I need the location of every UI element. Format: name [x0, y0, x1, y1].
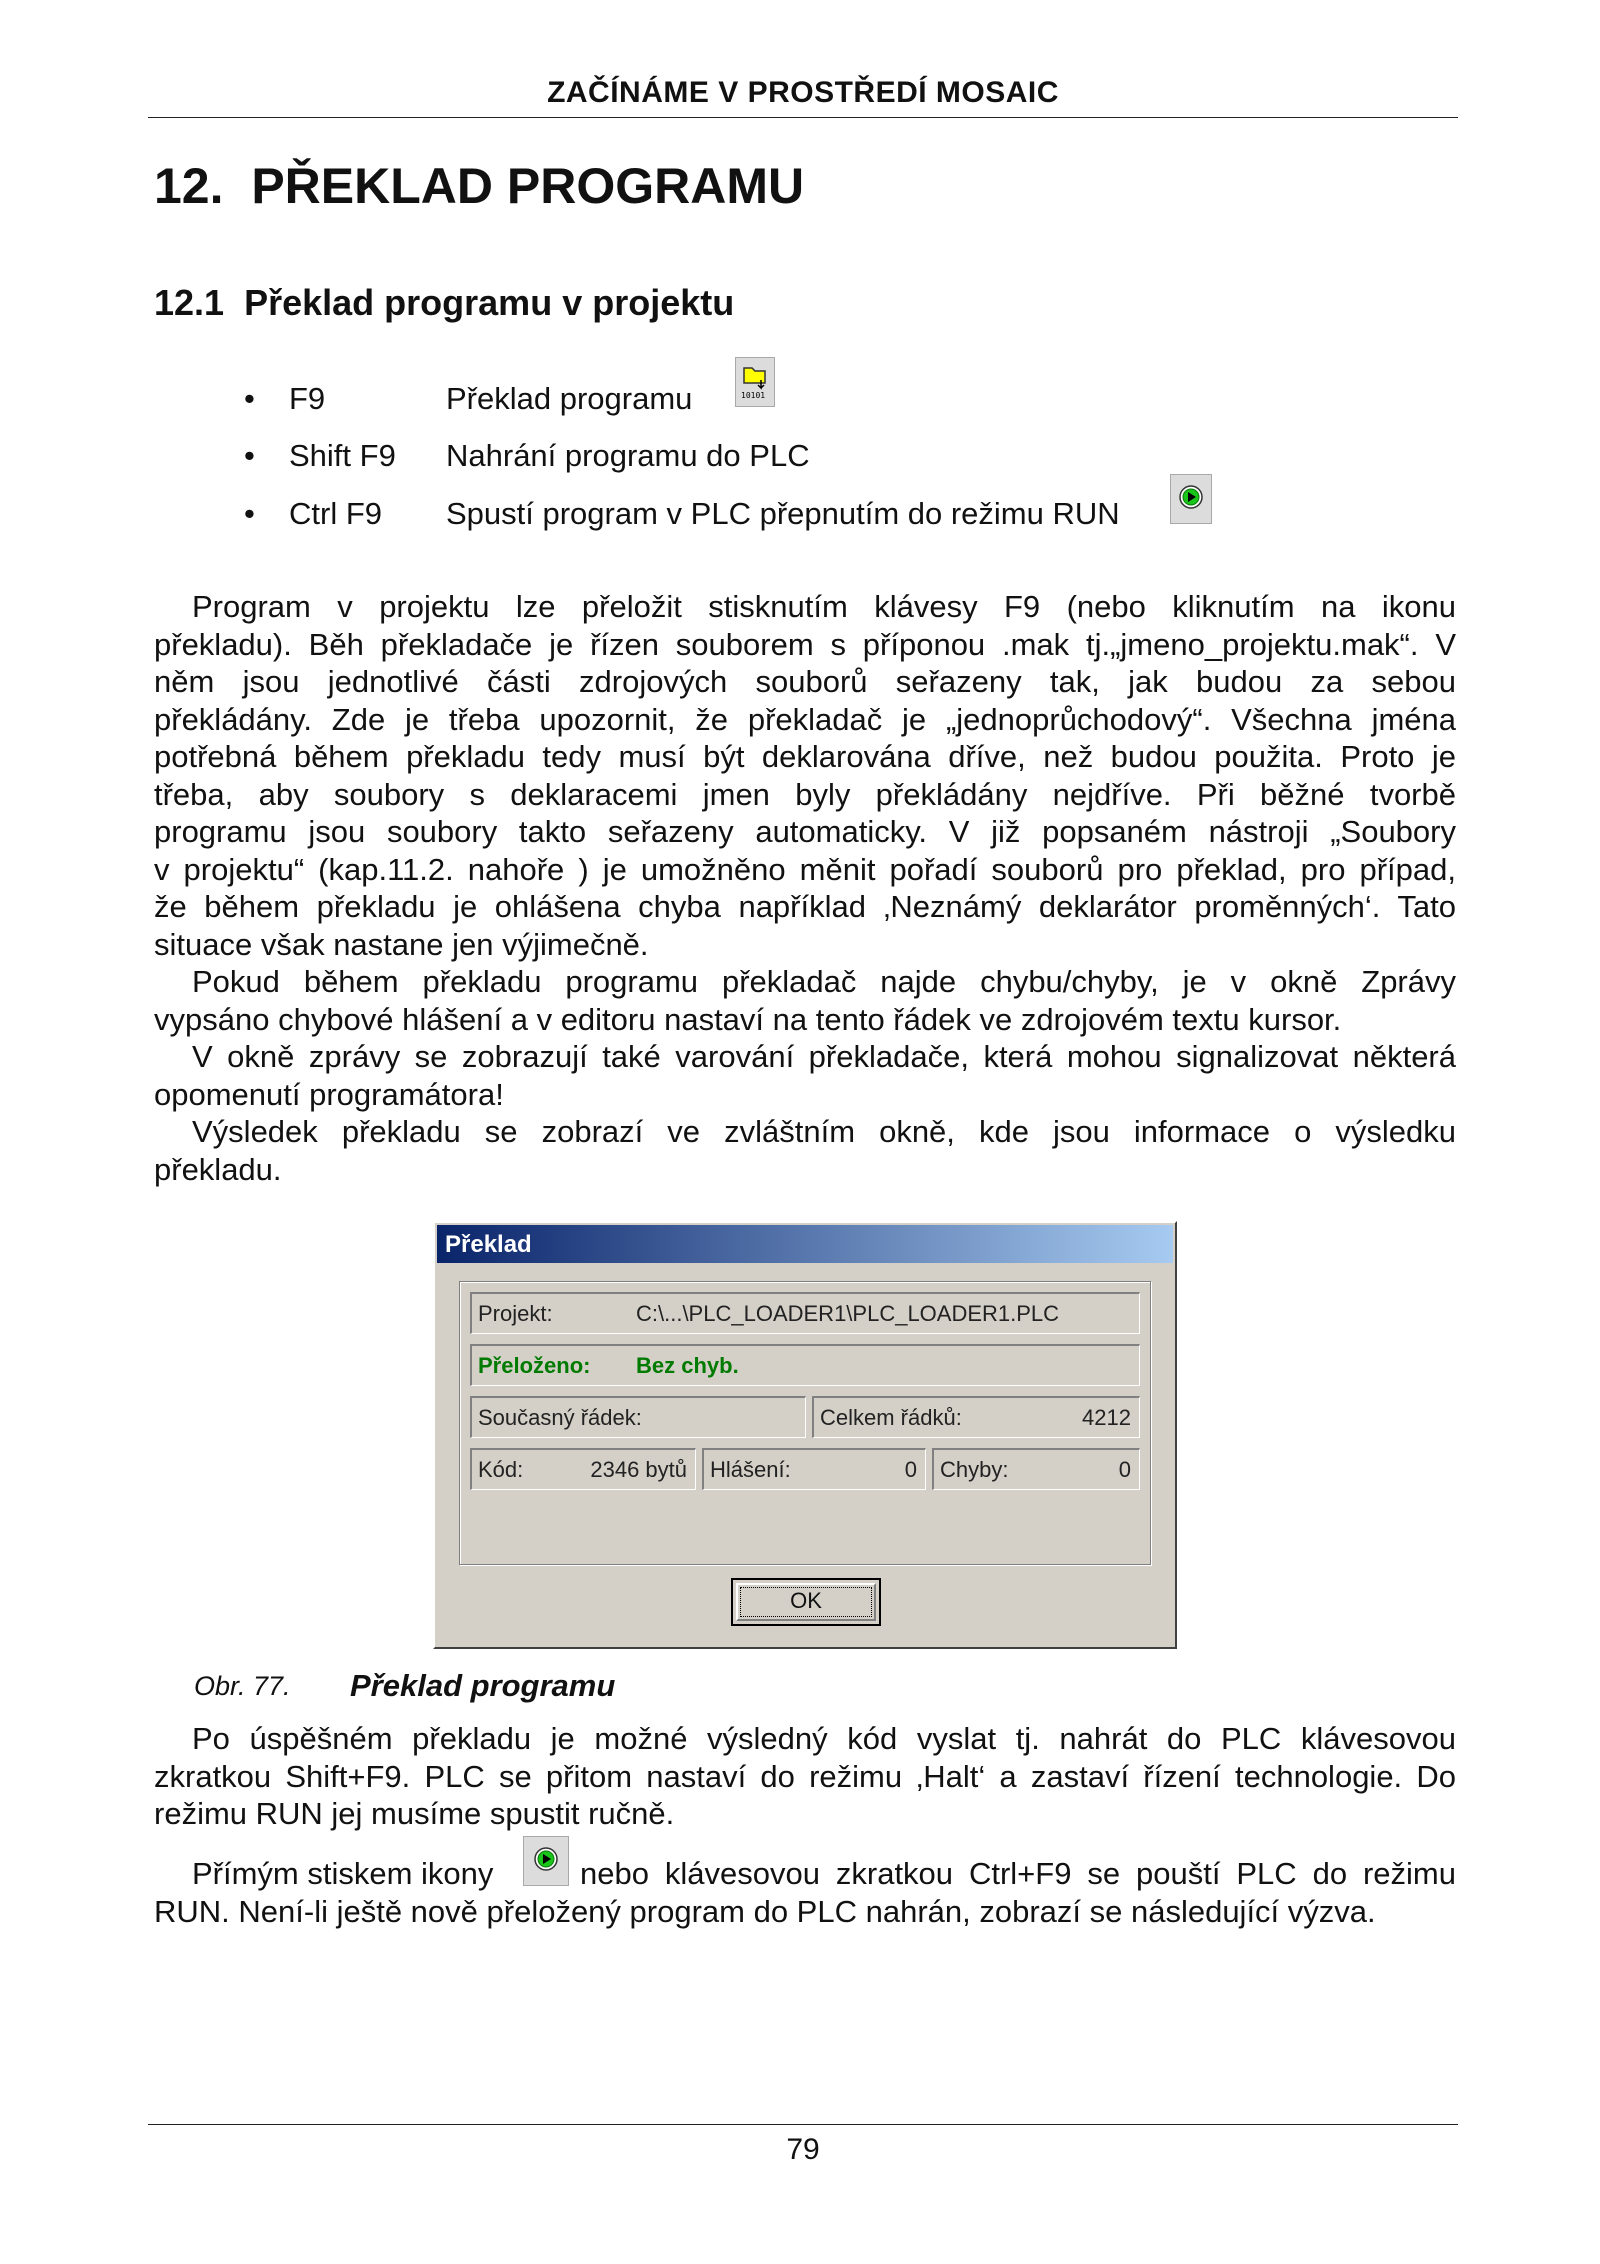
project-label: Projekt: — [478, 1301, 553, 1326]
running-header: ZAČÍNÁME V PROSTŘEDÍ MOSAIC — [547, 76, 1059, 109]
status-field — [470, 1344, 1140, 1386]
dialog-titlebar[interactable] — [437, 1225, 1173, 1263]
figure-number: Obr. 77. — [194, 1671, 291, 1701]
text-line: třeba, aby soubory s deklaracemi jmen byly překládány nejdříve. Při běžné tvorbě — [154, 776, 1456, 812]
shortcut-key: F9 — [289, 381, 326, 416]
messages-label: Hlášení: — [710, 1457, 791, 1482]
final-line-1-end: nebo klávesovou zkratkou Ctrl+F9 se pouští PLC do režimu — [580, 1856, 1456, 1891]
text-line: překladu. — [154, 1151, 282, 1187]
text-line: potřebná během překladu tedy musí být deklarována dříve, než budou použita. Proto je — [154, 739, 1456, 774]
text-line: Program v projektu lze přeložit stisknutím klávesy F9 (nebo kliknutím na ikonu — [192, 589, 1456, 624]
text-line: překládány. Zde je třeba upozornit, že překladač je „jednoprůchodový“. Všechna jména — [154, 701, 1456, 737]
current-line-field — [470, 1396, 806, 1438]
final-line-1-start: Přímým stiskem ikony — [192, 1856, 494, 1891]
status-value: Bez chyb. — [636, 1353, 739, 1378]
total-lines-field — [812, 1396, 1140, 1438]
final-line-2: RUN. Není-li ještě nově přeložený program do PLC nahrán, zobrazí se následující výzva. — [154, 1894, 1376, 1929]
text-line: Výsledek překladu se zobrazí ve zvláštním okně, kde jsou informace o výsledku — [192, 1114, 1456, 1149]
run-icon[interactable] — [523, 1836, 569, 1886]
header-rule — [148, 117, 1458, 118]
text-line: v projektu“ (kap.11.2. nahoře ) je umožněno měnit pořadí souborů pro překlad, pro případ, — [154, 851, 1456, 887]
messages-value: 0 — [904, 1457, 917, 1482]
messages-field — [702, 1448, 926, 1490]
shortcut-description: Nahrání programu do PLC — [446, 438, 810, 473]
run-icon[interactable] — [1170, 474, 1212, 524]
text-line: situace však nastane jen výjimečně. — [154, 926, 649, 962]
shortcut-key: Ctrl F9 — [289, 496, 382, 531]
text-line: režimu RUN jej musíme spustit ručně. — [154, 1796, 675, 1831]
text-line: vypsáno chybové hlášení a v editoru nastaví na tento řádek ve zdrojovém textu kursor. — [154, 1001, 1342, 1037]
text-line: programu jsou soubory takto seřazeny automaticky. V již popsaném nástroji „Soubory — [154, 814, 1456, 849]
code-label: Kód: — [478, 1457, 524, 1482]
section-number: 12.1 — [154, 282, 225, 323]
text-line: překladu). Běh překladače je řízen souborem s příponou .mak tj.„jmeno_projektu.mak“. V — [154, 626, 1456, 662]
text-line: V okně zprávy se zobrazují také varování překladače, která mohou signalizovat některá — [192, 1039, 1456, 1074]
project-value: C:\...\PLC_LOADER1\PLC_LOADER1.PLC — [636, 1301, 1060, 1326]
compile-icon[interactable] — [735, 357, 775, 407]
shortcut-description: Spustí program v PLC přepnutím do režimu RUN — [446, 496, 1120, 531]
text-line: zkratkou Shift+F9. PLC se přitom nastaví do režimu ‚Halt‘ a zastaví řízení technologie. Do — [154, 1758, 1456, 1794]
shortcut-key: Shift F9 — [289, 438, 396, 473]
bullet: • — [244, 381, 255, 416]
bullet: • — [244, 438, 255, 473]
total-lines-value: 4212 — [1082, 1405, 1131, 1430]
status-label: Přeloženo: — [478, 1353, 591, 1378]
body-text — [154, 588, 1456, 1188]
project-field — [470, 1292, 1140, 1334]
errors-value: 0 — [1118, 1457, 1131, 1482]
total-lines-label: Celkem řádků: — [820, 1405, 962, 1430]
shortcut-description: Překlad programu — [446, 381, 693, 416]
figure-caption: Překlad programu — [350, 1668, 616, 1703]
code-field — [470, 1448, 696, 1490]
text-line: Pokud během překladu programu překladač najde chybu/chyby, je v okně Zprávy — [192, 964, 1456, 999]
bullet: • — [244, 496, 255, 531]
chapter-title-text: PŘEKLAD PROGRAMU — [251, 158, 805, 214]
ok-button-label: OK — [740, 1587, 872, 1617]
errors-field — [932, 1448, 1140, 1490]
text-line: že během překladu je ohlášena chyba například ‚Neznámý deklarátor proměnných‘. Tato — [154, 889, 1456, 924]
section-title-text: Překlad programu v projektu — [244, 282, 735, 323]
after-text — [154, 1720, 1456, 1833]
text-line: opomenutí programátora! — [154, 1076, 504, 1112]
compile-dialog — [433, 1221, 1177, 1649]
chapter-title — [154, 157, 804, 215]
svg-text:10101: 10101 — [741, 391, 766, 400]
code-value: 2346 bytů — [590, 1457, 687, 1482]
errors-label: Chyby: — [940, 1457, 1009, 1482]
footer-rule — [148, 2124, 1458, 2125]
current-line-label: Současný řádek: — [478, 1405, 642, 1430]
dialog-title: Překlad — [445, 1231, 532, 1258]
chapter-number: 12. — [154, 158, 224, 214]
ok-button[interactable] — [731, 1578, 881, 1626]
text-line: Po úspěšném překladu je možné výsledný kód vyslat tj. nahrát do PLC klávesovou — [192, 1721, 1456, 1756]
section-title — [154, 282, 734, 324]
text-line: něm jsou jednotlivé části zdrojových souborů seřazeny tak, jak budou za sebou — [154, 664, 1456, 699]
dialog-info-group — [459, 1281, 1151, 1565]
page-number: 79 — [786, 2133, 820, 2166]
